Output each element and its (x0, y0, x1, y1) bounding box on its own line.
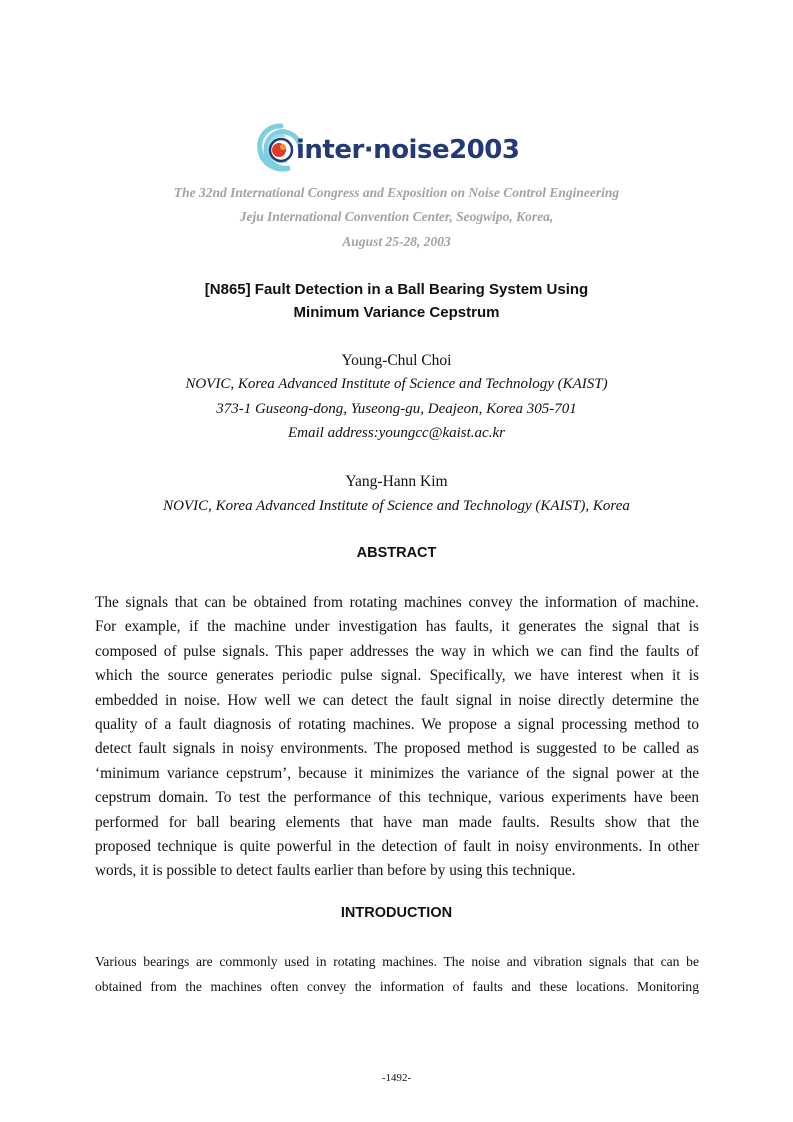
paper-title-line-2: Minimum Variance Cepstrum (293, 304, 500, 321)
abstract-line: cepstrum domain. To test the performance of this technique, various experiments have been (95, 789, 699, 807)
abstract-line: words, it is possible to detect faults earlier than before by using this technique. (95, 862, 576, 880)
abstract-line: detect fault signals in noisy environments. The proposed method is suggested to be called as (95, 740, 699, 758)
author-2-name: Yang-Hann Kim (345, 473, 448, 490)
conference-logo (254, 120, 544, 180)
abstract-line: which the source generates periodic pulse signal. Specifically, we have interest when it is (95, 667, 699, 685)
introduction-heading: INTRODUCTION (340, 905, 453, 921)
introduction-line: obtained from the machines often convey the information of faults and these locations. Monitoring (95, 978, 699, 994)
paper-title-line-1: [N865] Fault Detection in a Ball Bearing System Using (204, 281, 589, 298)
abstract-line: ‘minimum variance cepstrum’, because it minimizes the variance of the signal power at the (95, 764, 699, 782)
abstract-heading: ABSTRACT (356, 545, 437, 561)
introduction-body (95, 950, 699, 999)
conference-venue: Jeju International Convention Center, Seogwipo, Korea, (239, 209, 554, 224)
page-number: -1492- (381, 1072, 412, 1084)
author-1-address: 373-1 Guseong-dong, Yuseong-gu, Deajeon, Korea 305-701 (216, 401, 577, 417)
conference-dates: August 25-28, 2003 (342, 234, 451, 249)
introduction-line: Various bearings are commonly used in rotating machines. The noise and vibration signals that can be (95, 954, 699, 969)
abstract-line: embedded in noise. How well we can detect the fault signal in noise directly determine the (95, 691, 699, 709)
author-2-affiliation: NOVIC, Korea Advanced Institute of Science and Technology (KAIST), Korea (163, 498, 630, 514)
author-1-affiliation: NOVIC, Korea Advanced Institute of Science and Technology (KAIST) (185, 376, 608, 392)
abstract-line: For example, if the machine under investigation has faults, it generates the signal that is (95, 618, 699, 636)
abstract-line: quality of a fault diagnosis of rotating machines. We propose a signal processing method to (95, 716, 699, 734)
abstract-body (95, 591, 699, 884)
abstract-line: The signals that can be obtained from rotating machines convey the information of machine. (95, 594, 699, 611)
logo-wordmark: inter·noise2003 (296, 135, 520, 165)
author-1-email: Email address:youngcc@kaist.ac.kr (288, 425, 505, 441)
conference-name: The 32nd International Congress and Exposition on Noise Control Engineering (173, 185, 620, 200)
author-1-name: Young-Chul Choi (341, 352, 452, 369)
abstract-line: proposed technique is quite powerful in the detection of fault in noisy environments. In other (95, 838, 699, 856)
abstract-line: composed of pulse signals. This paper addresses the way in which we can find the faults of (95, 642, 699, 660)
abstract-line: performed for ball bearing elements that have man made faults. Results show that the (95, 813, 699, 831)
